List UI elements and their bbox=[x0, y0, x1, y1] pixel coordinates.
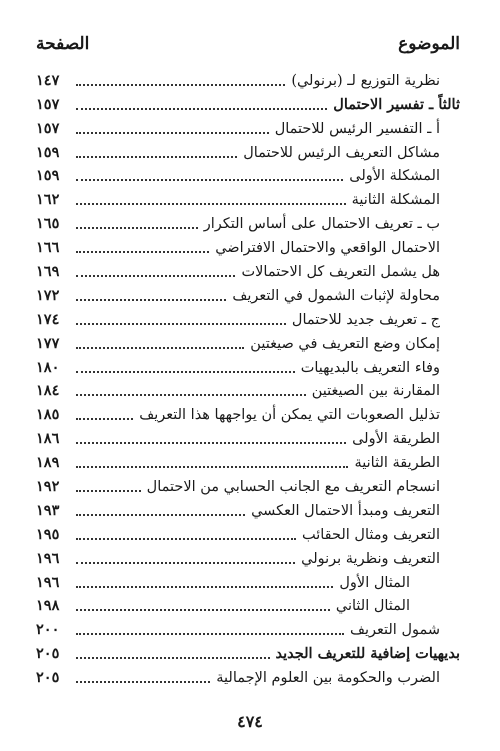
toc-entry-title: محاولة لإثبات الشمول في التعريف bbox=[232, 287, 440, 304]
toc-entry-page: ١٨٠ bbox=[36, 358, 60, 376]
toc-entry-title: التعريف ومبدأ الاحتمال العكسي bbox=[251, 502, 440, 519]
toc-entry-title: ب ـ تعريف الاحتمال على أساس التكرار bbox=[203, 216, 440, 233]
toc-entry-title: هل يشمل التعريف كل الاحتمالات bbox=[241, 264, 440, 281]
toc-entry bbox=[36, 594, 460, 618]
toc-entry-title: مشاكل التعريف الرئيس للاحتمال bbox=[243, 144, 440, 161]
toc-entry-page: ١٩٢ bbox=[36, 478, 60, 496]
dot-leader bbox=[76, 514, 245, 516]
toc-entry-page: ١٥٩ bbox=[36, 143, 60, 161]
page-number: ٤٧٤ bbox=[237, 712, 263, 731]
dot-leader bbox=[76, 84, 285, 86]
dot-leader bbox=[76, 251, 209, 253]
toc-entry-page: ١٦٩ bbox=[36, 263, 60, 281]
dot-leader bbox=[76, 490, 141, 492]
toc-entry-page: ١٧٧ bbox=[36, 334, 60, 352]
toc-entry bbox=[36, 283, 460, 307]
toc-entry-page: ١٥٧ bbox=[36, 95, 60, 113]
toc-entry-page: ١٨٦ bbox=[36, 430, 60, 448]
toc-entry-title: المقارنة بين الصيغتين bbox=[311, 383, 440, 400]
dot-leader bbox=[76, 562, 295, 564]
dot-leader bbox=[76, 156, 237, 158]
toc-entry-page: ١٩٨ bbox=[36, 597, 60, 615]
toc-entry-page: ١٩٦ bbox=[36, 573, 60, 591]
toc-entry-page: ١٦٦ bbox=[36, 239, 60, 257]
dot-leader bbox=[76, 179, 343, 181]
toc-entry-page: ١٦٥ bbox=[36, 215, 60, 233]
toc-entry-page: ١٨٤ bbox=[36, 382, 60, 400]
toc-entry-title: التعريف ومثال الحقائب bbox=[301, 526, 440, 543]
toc-entry-page: ١٨٥ bbox=[36, 406, 60, 424]
toc-entry-page: ١٧٢ bbox=[36, 286, 60, 304]
dot-leader bbox=[76, 132, 269, 134]
toc-entry-page: ١٨٩ bbox=[36, 454, 60, 472]
toc-entry bbox=[36, 617, 460, 641]
dot-leader bbox=[76, 275, 235, 277]
toc-entry-title: المثال الثاني bbox=[335, 598, 410, 615]
dot-leader bbox=[76, 371, 295, 373]
toc-entry-title: ج ـ تعريف جديد للاحتمال bbox=[291, 311, 440, 328]
dot-leader bbox=[76, 586, 333, 588]
toc-entry bbox=[36, 164, 460, 188]
toc-entry-page: ١٥٩ bbox=[36, 167, 60, 185]
toc-entry-title: بديهيات إضافية للتعريف الجديد bbox=[275, 645, 460, 663]
toc-entry-title: انسجام التعريف مع الجانب الحسابي من الاحتمال bbox=[146, 479, 440, 496]
toc-header bbox=[36, 30, 460, 58]
dot-leader bbox=[76, 633, 344, 635]
toc-entry-page: ١٤٧ bbox=[36, 71, 60, 89]
toc-list bbox=[36, 68, 460, 689]
toc-entry-title: الطريقة الثانية bbox=[354, 455, 440, 472]
toc-entry bbox=[36, 498, 460, 522]
toc-entry-title: تذليل الصعوبات التي يمكن أن يواجهها هذا التعريف bbox=[139, 407, 440, 424]
toc-entry-title: شمول التعريف bbox=[349, 622, 440, 639]
dot-leader bbox=[76, 323, 286, 325]
toc-entry bbox=[36, 474, 460, 498]
dot-leader bbox=[76, 227, 198, 229]
page-column-label: الصفحة bbox=[36, 34, 90, 54]
toc-entry-title: ثالثاً ـ تفسير الاحتمال bbox=[333, 95, 460, 113]
toc-entry bbox=[36, 116, 460, 140]
dot-leader bbox=[76, 299, 226, 301]
toc-entry-title: المشكلة الثانية bbox=[351, 192, 440, 209]
toc-entry-page: ١٥٧ bbox=[36, 119, 60, 137]
toc-entry-title: التعريف ونظرية برنولي bbox=[301, 550, 440, 567]
dot-leader bbox=[76, 609, 330, 611]
toc-entry bbox=[36, 140, 460, 164]
toc-entry bbox=[36, 307, 460, 331]
toc-entry-page: ١٩٦ bbox=[36, 549, 60, 567]
toc-entry-page: ٢٠٠ bbox=[36, 621, 60, 639]
toc-entry-title: نظرية التوزيع لـ (برنولي) bbox=[291, 72, 440, 89]
toc-entry bbox=[36, 641, 460, 665]
dot-leader bbox=[76, 442, 346, 444]
toc-entry bbox=[36, 402, 460, 426]
toc-entry bbox=[36, 259, 460, 283]
toc-entry bbox=[36, 450, 460, 474]
toc-entry-title: إمكان وضع التعريف في صيغتين bbox=[250, 335, 440, 352]
toc-entry bbox=[36, 379, 460, 403]
toc-entry bbox=[36, 235, 460, 259]
dot-leader bbox=[76, 681, 210, 683]
toc-entry bbox=[36, 68, 460, 92]
toc-entry-page: ١٩٣ bbox=[36, 501, 60, 519]
toc-entry bbox=[36, 331, 460, 355]
dot-leader bbox=[76, 538, 296, 540]
toc-entry-page: ١٧٤ bbox=[36, 310, 60, 328]
toc-entry-title: الطريقة الأولى bbox=[352, 431, 440, 448]
toc-entry bbox=[36, 355, 460, 379]
toc-entry-title: المشكلة الأولى bbox=[349, 168, 440, 185]
toc-entry-page: ٢٠٥ bbox=[36, 645, 60, 663]
toc-entry bbox=[36, 522, 460, 546]
dot-leader bbox=[76, 108, 327, 110]
dot-leader bbox=[76, 657, 270, 659]
toc-entry bbox=[36, 665, 460, 689]
toc-entry-title: أ ـ التفسير الرئيس للاحتمال bbox=[274, 120, 440, 137]
toc-entry bbox=[36, 211, 460, 235]
toc-entry-title: الاحتمال الواقعي والاحتمال الافتراضي bbox=[215, 240, 440, 257]
dot-leader bbox=[76, 347, 244, 349]
toc-entry bbox=[36, 187, 460, 211]
topic-column-label: الموضوع bbox=[398, 34, 460, 54]
dot-leader bbox=[76, 203, 346, 205]
toc-entry bbox=[36, 92, 460, 116]
toc-entry bbox=[36, 426, 460, 450]
toc-entry-title: وفاء التعريف بالبديهيات bbox=[300, 359, 440, 376]
toc-entry bbox=[36, 570, 460, 594]
toc-entry-page: ١٦٢ bbox=[36, 191, 60, 209]
dot-leader bbox=[76, 418, 133, 420]
toc-entry-title: المثال الأول bbox=[339, 574, 410, 591]
toc-entry bbox=[36, 546, 460, 570]
toc-entry-title: الضرب والحكومة بين العلوم الإجمالية bbox=[216, 670, 440, 687]
dot-leader bbox=[76, 394, 306, 396]
dot-leader bbox=[76, 466, 348, 468]
toc-entry-page: ١٩٥ bbox=[36, 525, 60, 543]
toc-entry-page: ٢٠٥ bbox=[36, 669, 60, 687]
